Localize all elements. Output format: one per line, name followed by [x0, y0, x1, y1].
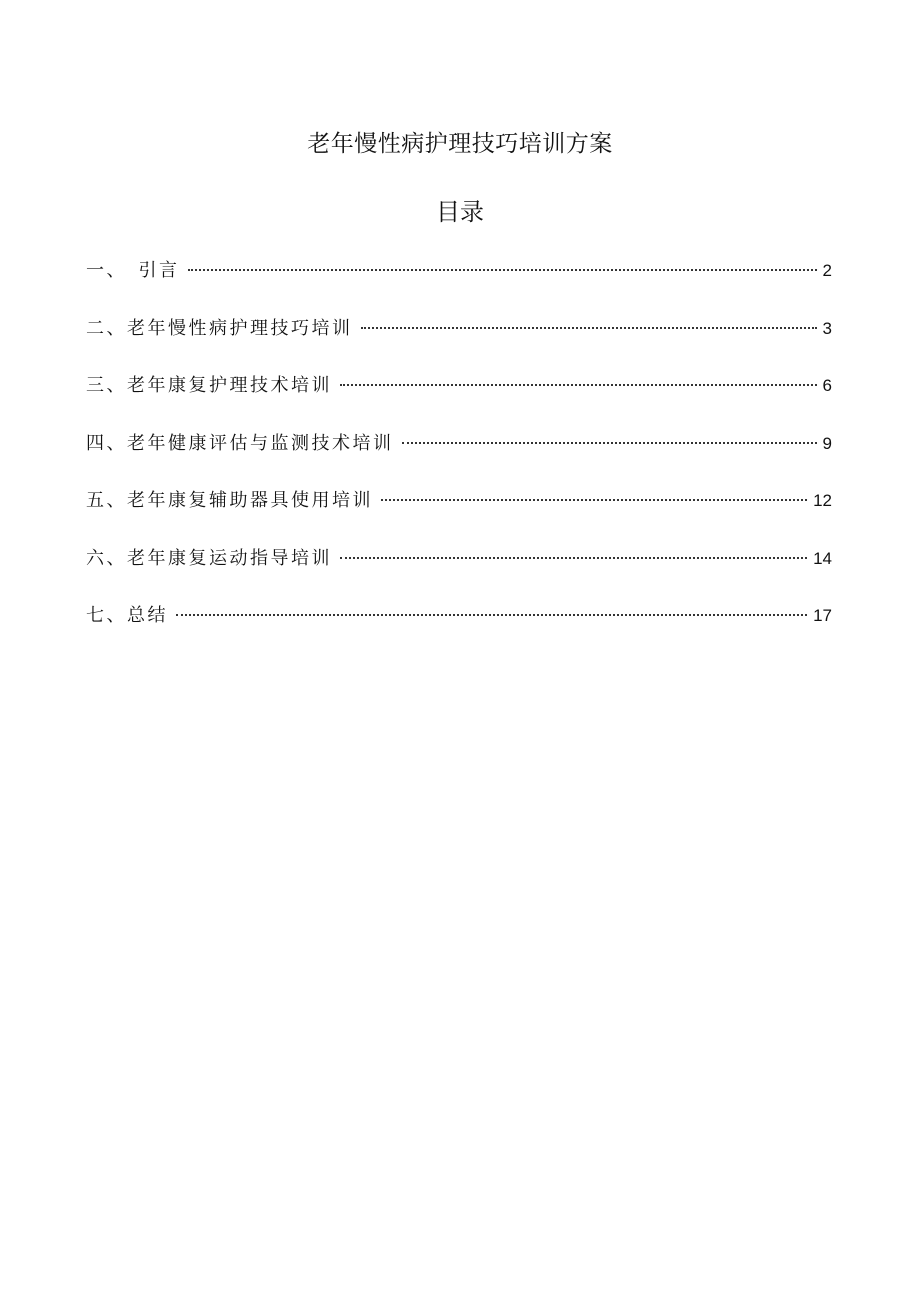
toc-entry-introduction[interactable]	[86, 256, 832, 314]
toc-entry-label: 四、老年健康评估与监测技术培训	[86, 432, 394, 454]
toc-page-number: 9	[822, 433, 832, 453]
toc-entry-label: 二、老年慢性病护理技巧培训	[86, 317, 353, 339]
toc-entry-label: 七、总结	[86, 605, 168, 626]
toc-entry-chronic-care[interactable]	[86, 314, 832, 372]
toc-entry-rehab-nursing[interactable]	[86, 371, 832, 429]
toc-dot-leader	[340, 384, 817, 386]
toc-page-number: 6	[822, 376, 832, 395]
toc-page-number: 2	[822, 261, 832, 280]
toc-dot-leader	[176, 614, 807, 616]
toc-entry-label: 六、老年康复运动指导培训	[86, 547, 332, 569]
toc-heading: 目录	[436, 198, 484, 226]
toc-entry-health-assessment[interactable]	[86, 429, 832, 487]
toc-dot-leader	[402, 442, 817, 444]
toc-entry-label: 五、老年康复辅助器具使用培训	[86, 490, 373, 511]
toc-dot-leader	[188, 269, 817, 271]
toc-page-number: 14	[813, 548, 832, 568]
toc-page-number: 12	[813, 491, 832, 510]
toc-page-number: 17	[813, 606, 832, 625]
document-title: 老年慢性病护理技巧培训方案	[307, 131, 613, 157]
toc-page-number: 3	[822, 318, 832, 338]
table-of-contents	[86, 256, 832, 659]
toc-entry-label: 三、老年康复护理技术培训	[86, 375, 332, 396]
toc-entry-assistive-devices[interactable]	[86, 486, 832, 544]
toc-entry-label: 一、 引言	[86, 260, 180, 281]
toc-entry-exercise-guidance[interactable]	[86, 544, 832, 602]
toc-dot-leader	[340, 557, 807, 559]
toc-dot-leader	[381, 499, 807, 501]
toc-dot-leader	[361, 327, 817, 329]
toc-entry-summary[interactable]	[86, 601, 832, 659]
